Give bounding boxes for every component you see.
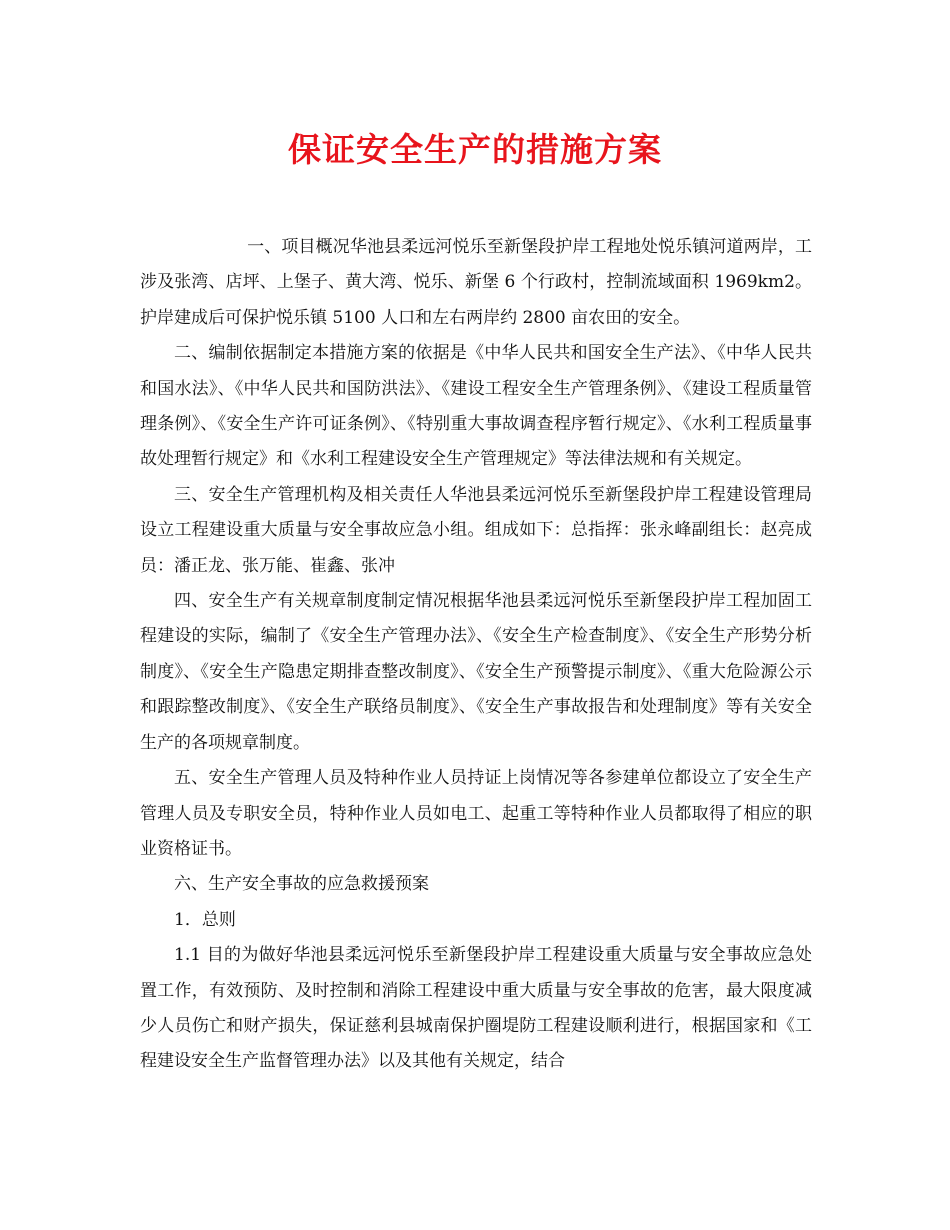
paragraph-basis: 二、编制依据制定本措施方案的依据是《中华人民共和国安全生产法》、《中华人民共和国水法》、《中华人民共和国防洪法》、《建设工程安全生产管理条例》、《建设工程质量管理条例》、《安全生产许可证条例》、《特别重大事故调查程序暂行规定》、《水利工程质量事故处理暂行规定》和《水利工程建设安全生产管理规定》等法律法规和有关规定。	[140, 343, 812, 470]
document-body	[140, 230, 812, 1080]
paragraph-general-heading: 1．总则	[174, 909, 236, 930]
paragraph-project-overview: 一、项目概况华池县柔远河悦乐至新堡段护岸工程地处悦乐镇河道两岸，工涉及张湾、店坪、上堡子、黄大湾、悦乐、新堡 6 个行政村，控制流域面积 1969km2。护岸建成后可保护悦乐镇 5100 人口和左右两岸约 2800 亩农田的安全。	[140, 237, 812, 328]
paragraph-certification: 五、安全生产管理人员及特种作业人员持证上岗情况等各参建单位都设立了安全生产管理人员及专职安全员，特种作业人员如电工、起重工等特种作业人员都取得了相应的职业资格证书。	[140, 768, 812, 859]
paragraph-regulations: 四、安全生产有关规章制度制定情况根据华池县柔远河悦乐至新堡段护岸工程加固工程建设的实际，编制了《安全生产管理办法》、《安全生产检查制度》、《安全生产形势分析制度》、《安全生产隐患定期排查整改制度》、《安全生产预警提示制度》、《重大危险源公示和跟踪整改制度》、《安全生产联络员制度》、《安全生产事故报告和处理制度》等有关安全生产的各项规章制度。	[140, 591, 812, 753]
paragraph-organization: 三、安全生产管理机构及相关责任人华池县柔远河悦乐至新堡段护岸工程建设管理局设立工程建设重大质量与安全事故应急小组。组成如下：总指挥：张永峰副组长：赵亮成员：潘正龙、张万能、崔鑫、张冲	[140, 484, 812, 576]
paragraph-purpose: 1.1 目的为做好华池县柔远河悦乐至新堡段护岸工程建设重大质量与安全事故应急处置工作，有效预防、及时控制和消除工程建设中重大质量与安全事故的危害，最大限度减少人员伤亡和财产损失，保证慈利县城南保护圈堤防工程建设顺利进行，根据国家和《工程建设安全生产监督管理办法》以及其他有关规定，结合	[140, 945, 812, 1072]
paragraph-emergency-plan-heading: 六、生产安全事故的应急救援预案	[174, 874, 429, 895]
page-title: 保证安全生产的措施方案	[288, 130, 662, 169]
